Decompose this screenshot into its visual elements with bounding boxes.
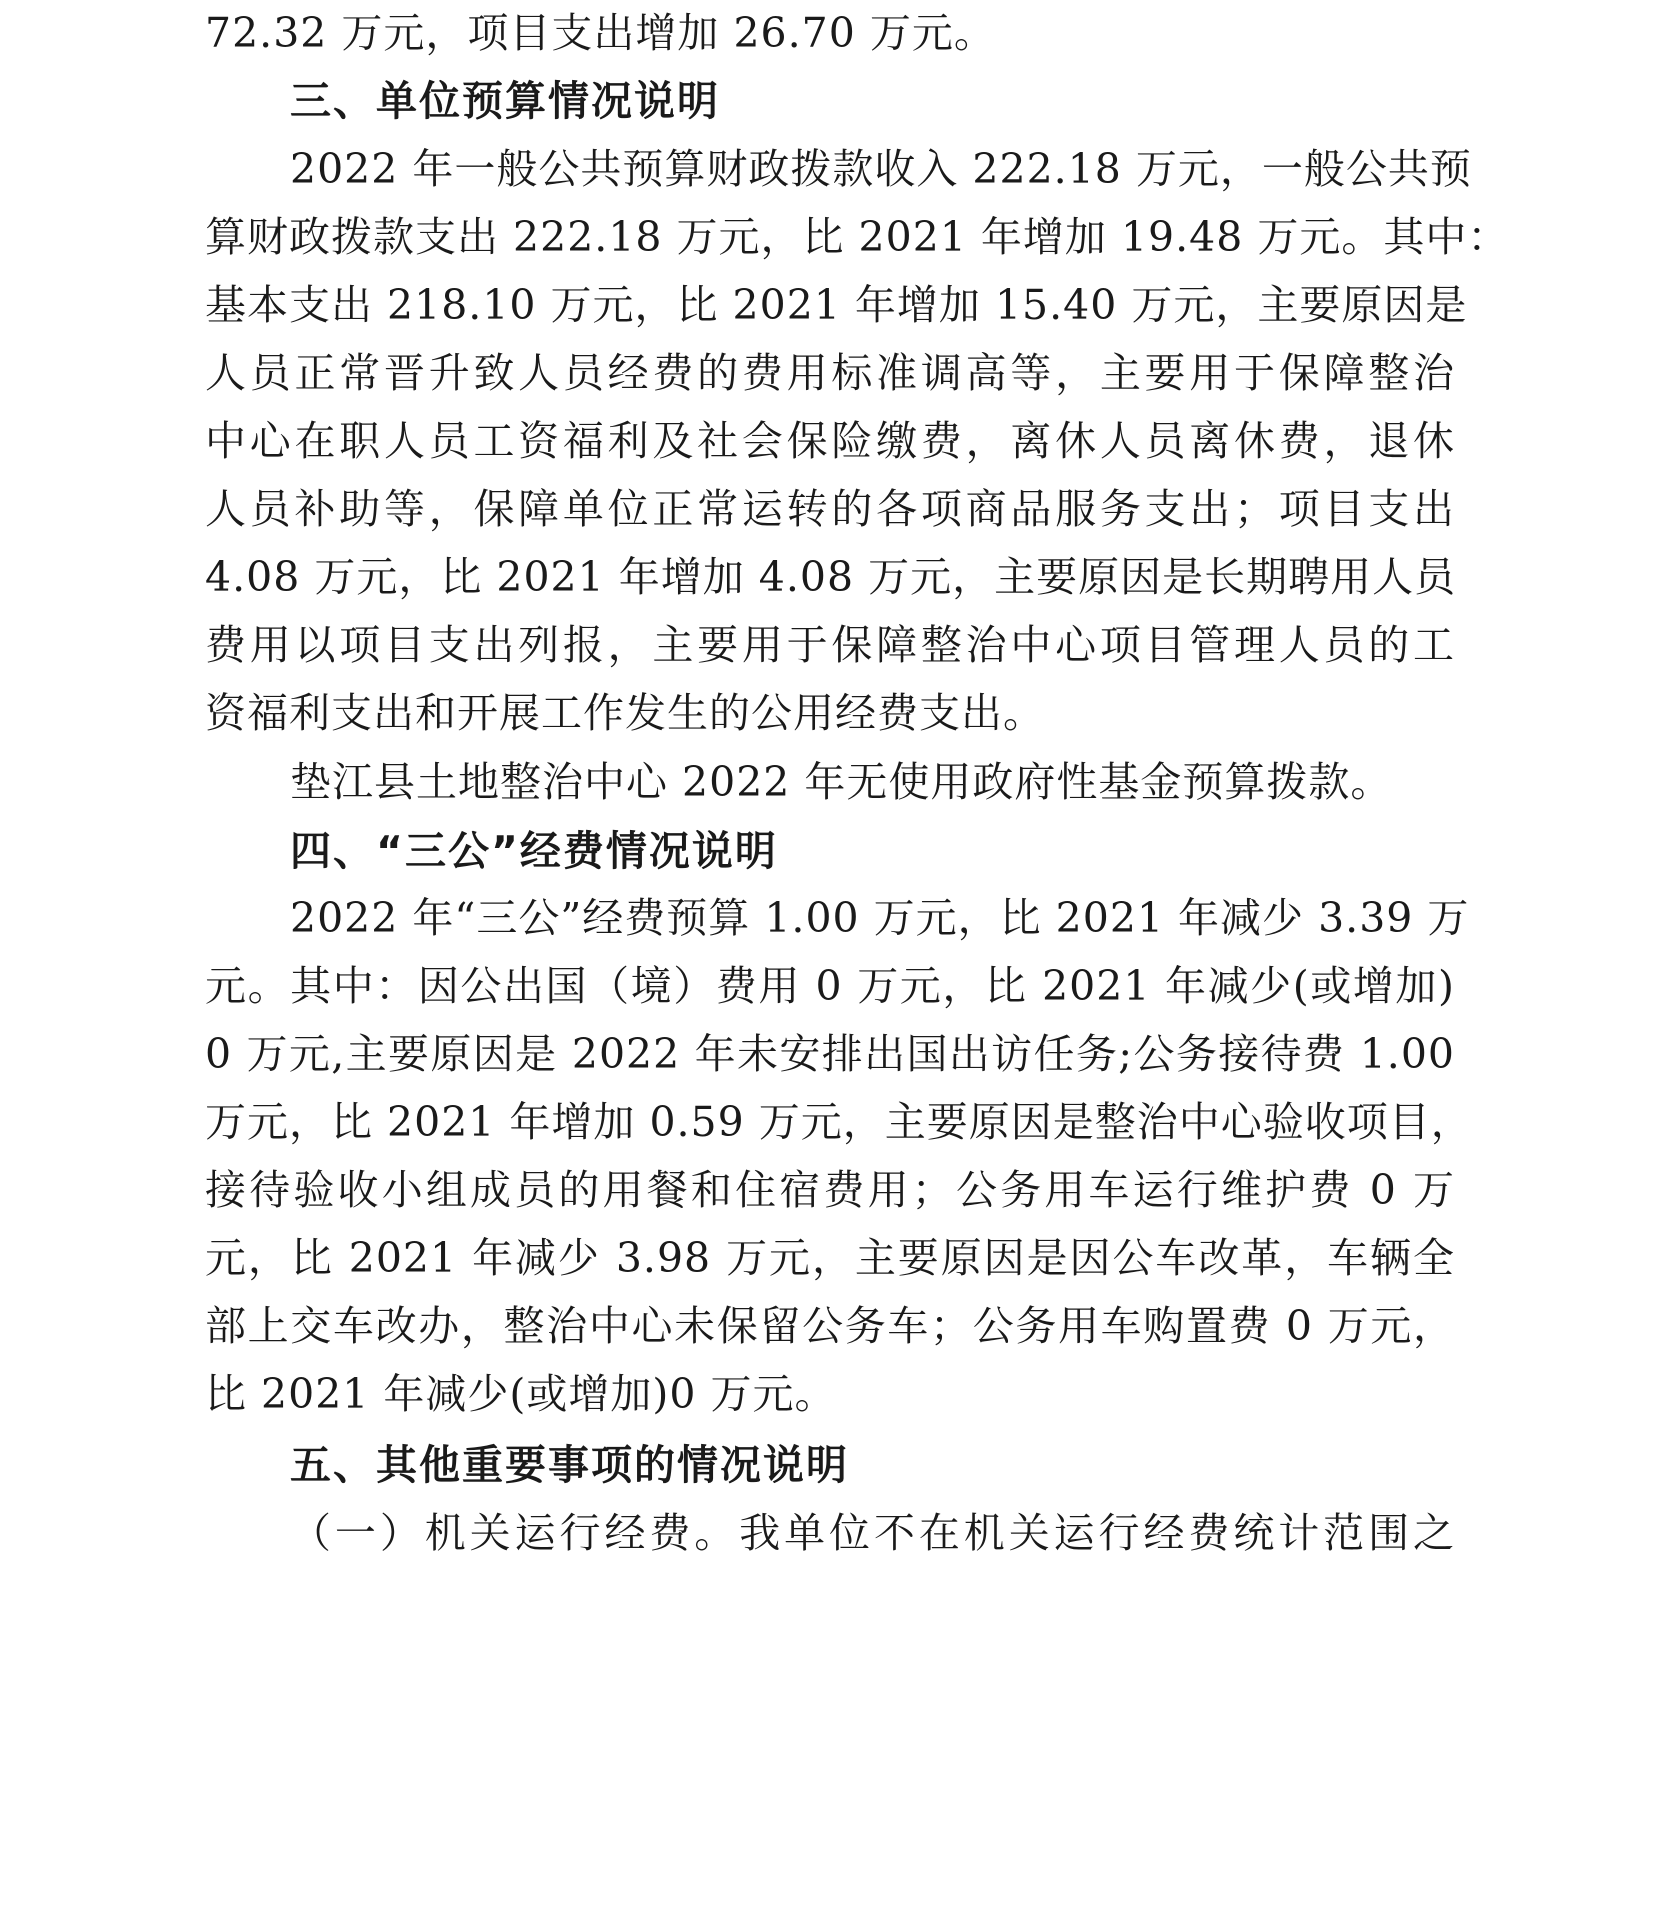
paragraph-line: 4.08 万元，比 2021 年增加 4.08 万元，主要原因是长期聘用人员 (205, 553, 1457, 601)
paragraph-line: 部上交车改办，整治中心未保留公务车；公务用车购置费 0 万元， (205, 1302, 1455, 1350)
paragraph-line: 2022 年“三公”经费预算 1.00 万元，比 2021 年减少 3.39 万 (290, 894, 1470, 942)
paragraph-line: 资福利支出和开展工作发生的公用经费支出。 (205, 689, 1045, 737)
paragraph-line: 元，比 2021 年减少 3.98 万元，主要原因是因公车改革，车辆全 (205, 1234, 1455, 1282)
paragraph-line: 中心在职人员工资福利及社会保险缴费，离休人员离休费，退休 (205, 417, 1455, 465)
paragraph-line: 人员补助等，保障单位正常运转的各项商品服务支出；项目支出 (205, 485, 1455, 533)
paragraph-line: 人员正常晋升致人员经费的费用标准调高等，主要用于保障整治 (205, 349, 1455, 397)
paragraph-line: 72.32 万元，项目支出增加 26.70 万元。 (205, 9, 996, 57)
section-heading: 三、单位预算情况说明 (290, 77, 720, 125)
section-heading: 四、“三公”经费情况说明 (290, 827, 778, 875)
paragraph-line: 算财政拨款支出 222.18 万元，比 2021 年增加 19.48 万元。其中： (205, 213, 1510, 261)
section-heading: 五、其他重要事项的情况说明 (290, 1441, 849, 1489)
paragraph-line: 万元，比 2021 年增加 0.59 万元，主要原因是整治中心验收项目， (205, 1098, 1473, 1146)
paragraph-line: 元。其中：因公出国（境）费用 0 万元，比 2021 年减少(或增加) (205, 962, 1455, 1010)
paragraph-line: 接待验收小组成员的用餐和住宿费用；公务用车运行维护费 0 万 (205, 1166, 1455, 1214)
paragraph-line: 费用以项目支出列报，主要用于保障整治中心项目管理人员的工 (205, 621, 1455, 669)
paragraph-line: 0 万元,主要原因是 2022 年未安排出国出访任务;公务接待费 1.00 (205, 1030, 1455, 1078)
paragraph-line: （一）机关运行经费。我单位不在机关运行经费统计范围之 (290, 1509, 1455, 1557)
paragraph-line: 2022 年一般公共预算财政拨款收入 222.18 万元，一般公共预 (290, 145, 1472, 193)
paragraph-line: 基本支出 218.10 万元，比 2021 年增加 15.40 万元，主要原因是 (205, 281, 1468, 329)
paragraph-line: 比 2021 年减少(或增加)0 万元。 (205, 1370, 837, 1418)
paragraph-line: 垫江县土地整治中心 2022 年无使用政府性基金预算拨款。 (290, 758, 1393, 806)
